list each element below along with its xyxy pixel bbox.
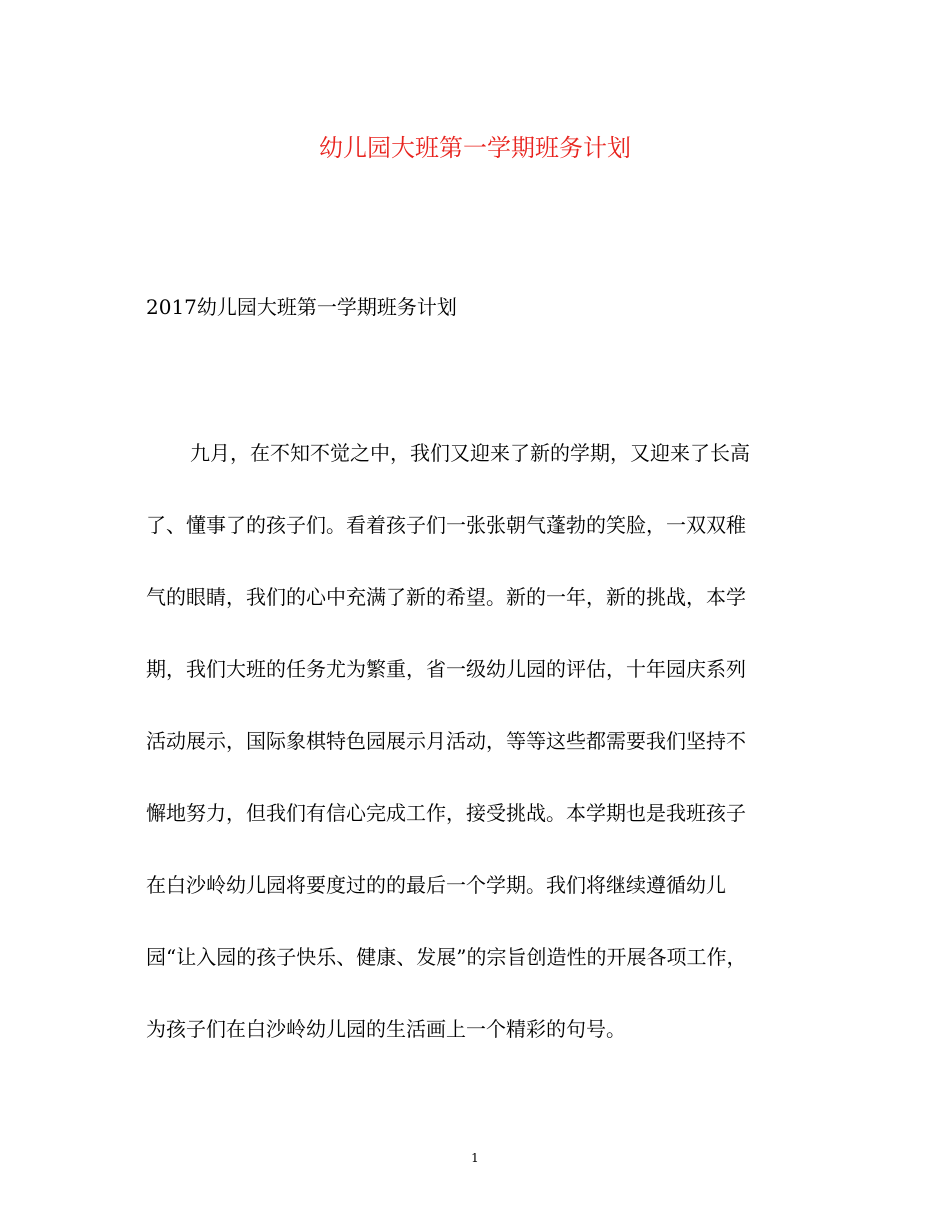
page-number: 1 bbox=[471, 1151, 479, 1165]
document-subtitle: 2017幼儿园大班第一学期班务计划 bbox=[146, 295, 457, 319]
paragraph-line: 活动展示，国际象棋特色园展示月活动，等等这些都需要我们坚持不 bbox=[146, 729, 746, 753]
paragraph-line: 期，我们大班的任务尤为繁重，省一级幼儿园的评估，十年园庆系列 bbox=[146, 657, 746, 681]
paragraph-line: 气的眼睛，我们的心中充满了新的希望。新的一年，新的挑战，本学 bbox=[146, 585, 746, 609]
paragraph-line: 园“让入园的孩子快乐、健康、发展”的宗旨创造性的开展各项工作， bbox=[146, 945, 747, 969]
paragraph-line: 懈地努力，但我们有信心完成工作，接受挑战。本学期也是我班孩子 bbox=[146, 801, 746, 825]
paragraph-line: 为孩子们在白沙岭幼儿园的生活画上一个精彩的句号。 bbox=[146, 1017, 626, 1041]
document-title: 幼儿园大班第一学期班务计划 bbox=[319, 134, 631, 162]
paragraph-line: 了、懂事了的孩子们。看着孩子们一张张朝气蓬勃的笑脸，一双双稚 bbox=[146, 513, 746, 537]
paragraph-line: 在白沙岭幼儿园将要度过的的最后一个学期。我们将继续遵循幼儿 bbox=[146, 873, 726, 897]
paragraph-line: 九月，在不知不觉之中，我们又迎来了新的学期，又迎来了长高 bbox=[190, 441, 750, 465]
